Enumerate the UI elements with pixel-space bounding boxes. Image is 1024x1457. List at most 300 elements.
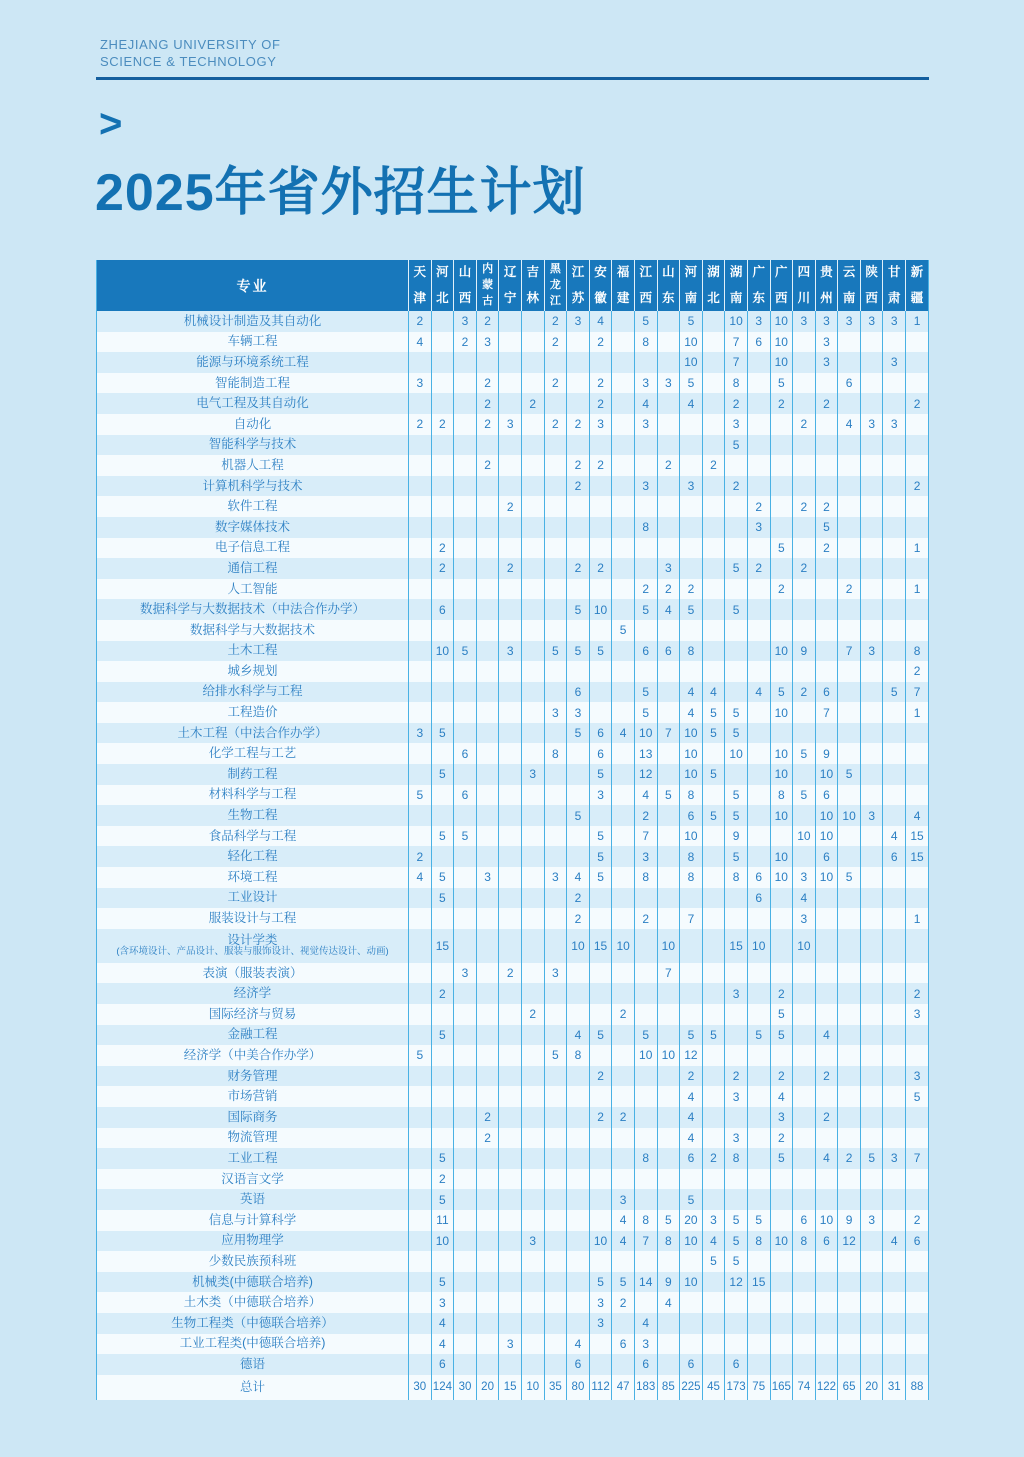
value-cell: 8	[680, 846, 703, 867]
major-column-header: 专业	[97, 260, 409, 311]
value-cell	[657, 620, 680, 641]
major-cell	[97, 1292, 409, 1313]
value-cell	[612, 963, 635, 984]
value-cell	[860, 867, 883, 888]
value-cell	[476, 620, 499, 641]
value-cell	[793, 1045, 816, 1066]
value-cell	[499, 702, 522, 723]
value-cell	[657, 476, 680, 497]
value-cell	[793, 702, 816, 723]
value-cell: 4	[634, 393, 657, 414]
value-cell: 5	[431, 764, 454, 785]
value-cell	[431, 1128, 454, 1149]
major-cell	[97, 517, 409, 538]
major-label: 经济学（中美合作办学）	[183, 1047, 322, 1062]
value-cell	[589, 1169, 612, 1190]
value-cell: 12	[634, 764, 657, 785]
value-cell	[544, 393, 567, 414]
value-cell	[409, 1189, 432, 1210]
value-cell	[657, 867, 680, 888]
value-cell	[544, 983, 567, 1004]
value-cell: 3	[883, 352, 906, 373]
value-cell	[567, 983, 590, 1004]
value-cell: 2	[567, 476, 590, 497]
value-cell: 3	[860, 414, 883, 435]
value-cell	[657, 1354, 680, 1375]
value-cell: 10	[770, 311, 793, 332]
value-cell: 3	[815, 311, 838, 332]
value-cell	[454, 558, 477, 579]
value-cell	[431, 661, 454, 682]
value-cell: 7	[906, 1148, 929, 1169]
value-cell	[476, 1231, 499, 1252]
value-cell: 2	[657, 579, 680, 600]
value-cell: 7	[838, 641, 861, 662]
value-cell: 3	[634, 846, 657, 867]
value-cell	[906, 1313, 929, 1334]
value-cell	[454, 1251, 477, 1272]
value-cell	[725, 1004, 748, 1025]
value-cell	[860, 496, 883, 517]
value-cell: 3	[499, 1334, 522, 1355]
value-cell	[815, 620, 838, 641]
value-cell	[725, 517, 748, 538]
value-cell: 3	[634, 373, 657, 394]
value-cell	[521, 620, 544, 641]
value-cell	[906, 1045, 929, 1066]
province-header	[883, 260, 906, 311]
value-cell	[883, 1025, 906, 1046]
value-cell: 5	[680, 1189, 703, 1210]
value-cell	[680, 455, 703, 476]
value-cell	[409, 661, 432, 682]
value-cell	[793, 963, 816, 984]
value-cell	[883, 1107, 906, 1128]
value-cell	[476, 1189, 499, 1210]
value-cell: 9	[657, 1272, 680, 1293]
value-cell	[544, 1025, 567, 1046]
value-cell: 10	[680, 723, 703, 744]
value-cell: 4	[634, 1313, 657, 1334]
value-cell	[521, 1086, 544, 1107]
value-cell	[454, 620, 477, 641]
value-cell: 10	[770, 867, 793, 888]
value-cell: 2	[589, 558, 612, 579]
value-cell	[770, 496, 793, 517]
value-cell	[770, 826, 793, 847]
value-cell	[634, 558, 657, 579]
value-cell	[883, 1313, 906, 1334]
value-cell	[634, 1128, 657, 1149]
value-cell	[747, 908, 770, 929]
value-cell	[612, 805, 635, 826]
value-cell	[589, 1148, 612, 1169]
value-cell: 2	[476, 393, 499, 414]
value-cell	[499, 929, 522, 963]
value-cell	[770, 1334, 793, 1355]
total-row	[97, 1375, 929, 1400]
value-cell: 2	[680, 1066, 703, 1087]
value-cell	[544, 661, 567, 682]
value-cell: 2	[476, 311, 499, 332]
value-cell	[702, 929, 725, 963]
value-cell	[589, 908, 612, 929]
value-cell	[499, 393, 522, 414]
value-cell	[815, 1292, 838, 1313]
value-cell	[793, 1334, 816, 1355]
value-cell	[567, 1210, 590, 1231]
value-cell	[657, 1086, 680, 1107]
value-cell	[409, 805, 432, 826]
major-label: 机械类(中德联合培养)	[192, 1274, 313, 1289]
value-cell: 2	[906, 983, 929, 1004]
value-cell: 1	[906, 311, 929, 332]
value-cell	[409, 1231, 432, 1252]
value-cell	[589, 496, 612, 517]
value-cell	[409, 826, 432, 847]
value-cell	[634, 983, 657, 1004]
value-cell	[838, 702, 861, 723]
university-logo	[100, 36, 281, 70]
value-cell	[838, 1313, 861, 1334]
value-cell	[770, 558, 793, 579]
value-cell: 6	[793, 1210, 816, 1231]
province-header-label: 山 西	[458, 265, 472, 305]
value-cell	[454, 1313, 477, 1334]
value-cell	[883, 435, 906, 456]
value-cell: 5	[431, 723, 454, 744]
value-cell	[454, 1272, 477, 1293]
value-cell	[883, 1189, 906, 1210]
value-cell	[612, 826, 635, 847]
value-cell: 10	[657, 929, 680, 963]
value-cell	[634, 929, 657, 963]
value-cell	[499, 1231, 522, 1252]
value-cell: 5	[770, 538, 793, 559]
value-cell	[747, 805, 770, 826]
value-cell	[431, 1107, 454, 1128]
province-header-label: 安 徽	[594, 265, 607, 305]
value-cell	[612, 1169, 635, 1190]
value-cell	[454, 1334, 477, 1355]
major-label: 应用物理学	[221, 1233, 284, 1248]
value-cell	[860, 1272, 883, 1293]
value-cell	[793, 1086, 816, 1107]
value-cell	[793, 764, 816, 785]
value-cell	[725, 579, 748, 600]
value-cell	[544, 1292, 567, 1313]
major-cell	[97, 1107, 409, 1128]
value-cell	[454, 888, 477, 909]
value-cell	[702, 1169, 725, 1190]
value-cell	[657, 1025, 680, 1046]
value-cell	[906, 888, 929, 909]
value-cell: 3	[589, 414, 612, 435]
value-cell: 5	[431, 888, 454, 909]
value-cell	[702, 826, 725, 847]
value-cell	[589, 1086, 612, 1107]
value-cell	[838, 846, 861, 867]
value-cell: 10	[815, 764, 838, 785]
value-cell	[883, 1272, 906, 1293]
value-cell	[612, 1251, 635, 1272]
value-cell	[544, 1066, 567, 1087]
value-cell: 10	[770, 1231, 793, 1252]
value-cell	[544, 929, 567, 963]
value-cell	[409, 1334, 432, 1355]
major-label: 自动化	[233, 416, 272, 431]
value-cell: 3	[499, 414, 522, 435]
value-cell	[567, 1148, 590, 1169]
value-cell	[544, 599, 567, 620]
value-cell	[815, 579, 838, 600]
value-cell	[906, 496, 929, 517]
table-row	[97, 1292, 929, 1313]
value-cell: 2	[725, 393, 748, 414]
value-cell	[544, 888, 567, 909]
value-cell	[567, 517, 590, 538]
value-cell: 5	[431, 1025, 454, 1046]
value-cell: 3	[860, 311, 883, 332]
value-cell	[409, 579, 432, 600]
major-cell	[97, 805, 409, 826]
value-cell	[454, 373, 477, 394]
value-cell	[431, 373, 454, 394]
value-cell	[702, 963, 725, 984]
value-cell	[544, 1231, 567, 1252]
value-cell	[770, 476, 793, 497]
value-cell	[725, 1334, 748, 1355]
value-cell	[499, 332, 522, 353]
value-cell	[906, 1169, 929, 1190]
value-cell	[860, 352, 883, 373]
major-label: 计算机科学与技术	[202, 478, 303, 493]
value-cell	[747, 1066, 770, 1087]
value-cell	[544, 1128, 567, 1149]
value-cell	[793, 352, 816, 373]
value-cell	[883, 517, 906, 538]
value-cell: 10	[838, 805, 861, 826]
value-cell: 4	[838, 414, 861, 435]
table-row	[97, 661, 929, 682]
value-cell	[793, 983, 816, 1004]
value-cell	[454, 579, 477, 600]
value-cell	[567, 1004, 590, 1025]
value-cell	[883, 373, 906, 394]
total-value-cell: 20	[860, 1375, 883, 1400]
value-cell	[589, 476, 612, 497]
value-cell: 4	[702, 682, 725, 703]
value-cell	[589, 805, 612, 826]
value-cell	[815, 963, 838, 984]
value-cell: 2	[589, 393, 612, 414]
value-cell	[454, 538, 477, 559]
value-cell	[476, 1066, 499, 1087]
value-cell: 4	[567, 1025, 590, 1046]
value-cell	[702, 579, 725, 600]
province-header-label: 河 南	[684, 265, 698, 305]
value-cell	[657, 352, 680, 373]
value-cell	[815, 558, 838, 579]
value-cell: 3	[409, 723, 432, 744]
value-cell: 7	[815, 702, 838, 723]
value-cell	[612, 908, 635, 929]
major-cell	[97, 1004, 409, 1025]
value-cell	[499, 1292, 522, 1313]
value-cell	[702, 983, 725, 1004]
value-cell: 4	[409, 867, 432, 888]
value-cell	[589, 517, 612, 538]
value-cell	[906, 1272, 929, 1293]
value-cell	[657, 1189, 680, 1210]
value-cell	[680, 963, 703, 984]
value-cell	[883, 332, 906, 353]
value-cell	[883, 1169, 906, 1190]
value-cell	[860, 599, 883, 620]
major-label: 国际经济与贸易	[208, 1006, 297, 1021]
major-cell	[97, 435, 409, 456]
value-cell: 3	[725, 983, 748, 1004]
value-cell	[883, 702, 906, 723]
value-cell	[409, 352, 432, 373]
value-cell: 6	[815, 1231, 838, 1252]
value-cell	[612, 435, 635, 456]
value-cell	[838, 620, 861, 641]
value-cell	[476, 661, 499, 682]
value-cell: 8	[725, 373, 748, 394]
value-cell	[725, 496, 748, 517]
table-row	[97, 908, 929, 929]
value-cell	[702, 393, 725, 414]
major-cell	[97, 641, 409, 662]
value-cell	[793, 476, 816, 497]
value-cell: 5	[680, 373, 703, 394]
value-cell	[702, 558, 725, 579]
value-cell	[612, 455, 635, 476]
value-cell	[883, 723, 906, 744]
value-cell	[657, 311, 680, 332]
value-cell	[838, 1292, 861, 1313]
value-cell	[634, 455, 657, 476]
value-cell	[499, 455, 522, 476]
value-cell	[612, 1313, 635, 1334]
value-cell	[680, 1251, 703, 1272]
table-row	[97, 805, 929, 826]
value-cell: 5	[883, 682, 906, 703]
value-cell	[499, 1251, 522, 1272]
value-cell	[499, 1107, 522, 1128]
value-cell	[680, 1334, 703, 1355]
value-cell	[860, 983, 883, 1004]
value-cell	[680, 661, 703, 682]
value-cell	[815, 1045, 838, 1066]
value-cell	[793, 599, 816, 620]
value-cell	[702, 1066, 725, 1087]
value-cell	[680, 1004, 703, 1025]
value-cell	[521, 599, 544, 620]
value-cell: 3	[793, 311, 816, 332]
value-cell	[454, 1107, 477, 1128]
value-cell: 8	[793, 1231, 816, 1252]
value-cell	[476, 723, 499, 744]
value-cell: 10	[680, 1272, 703, 1293]
value-cell: 10	[634, 723, 657, 744]
province-header	[747, 260, 770, 311]
value-cell	[612, 599, 635, 620]
value-cell: 10	[770, 641, 793, 662]
major-label: 工业工程类(中德联合培养)	[179, 1336, 326, 1351]
value-cell: 2	[906, 661, 929, 682]
value-cell	[793, 1004, 816, 1025]
major-label: 通信工程	[227, 560, 278, 575]
value-cell	[454, 1148, 477, 1169]
value-cell: 15	[906, 846, 929, 867]
major-label: 制药工程	[227, 766, 278, 781]
value-cell	[883, 1045, 906, 1066]
value-cell	[906, 558, 929, 579]
value-cell	[770, 1251, 793, 1272]
value-cell: 3	[860, 805, 883, 826]
value-cell	[770, 620, 793, 641]
value-cell	[521, 1128, 544, 1149]
value-cell	[454, 1189, 477, 1210]
value-cell	[906, 1292, 929, 1313]
value-cell: 2	[906, 393, 929, 414]
value-cell	[680, 929, 703, 963]
value-cell: 6	[815, 785, 838, 806]
value-cell	[725, 1313, 748, 1334]
value-cell: 6	[589, 723, 612, 744]
value-cell: 3	[906, 1004, 929, 1025]
value-cell: 6	[567, 1354, 590, 1375]
value-cell	[838, 1086, 861, 1107]
value-cell: 15	[725, 929, 748, 963]
major-label: 工业设计	[227, 890, 278, 905]
value-cell	[838, 983, 861, 1004]
major-label: 给排水科学与工程	[202, 684, 303, 699]
value-cell	[567, 332, 590, 353]
table-row	[97, 641, 929, 662]
value-cell: 7	[657, 963, 680, 984]
value-cell	[747, 414, 770, 435]
major-label: 表演（服装表演）	[202, 965, 303, 980]
value-cell	[454, 764, 477, 785]
value-cell: 10	[770, 764, 793, 785]
value-cell: 5	[657, 785, 680, 806]
value-cell	[838, 1354, 861, 1375]
value-cell	[860, 620, 883, 641]
value-cell	[454, 1231, 477, 1252]
value-cell	[544, 1272, 567, 1293]
value-cell	[409, 1169, 432, 1190]
value-cell	[544, 455, 567, 476]
table-row	[97, 435, 929, 456]
value-cell	[747, 579, 770, 600]
value-cell	[454, 1025, 477, 1046]
value-cell	[476, 826, 499, 847]
value-cell	[747, 1334, 770, 1355]
value-cell	[499, 908, 522, 929]
table-row	[97, 1251, 929, 1272]
value-cell: 5	[815, 517, 838, 538]
value-cell: 3	[702, 1210, 725, 1231]
value-cell: 4	[793, 888, 816, 909]
value-cell: 4	[770, 1086, 793, 1107]
value-cell	[657, 393, 680, 414]
value-cell	[747, 435, 770, 456]
value-cell	[680, 1169, 703, 1190]
value-cell: 4	[883, 1231, 906, 1252]
